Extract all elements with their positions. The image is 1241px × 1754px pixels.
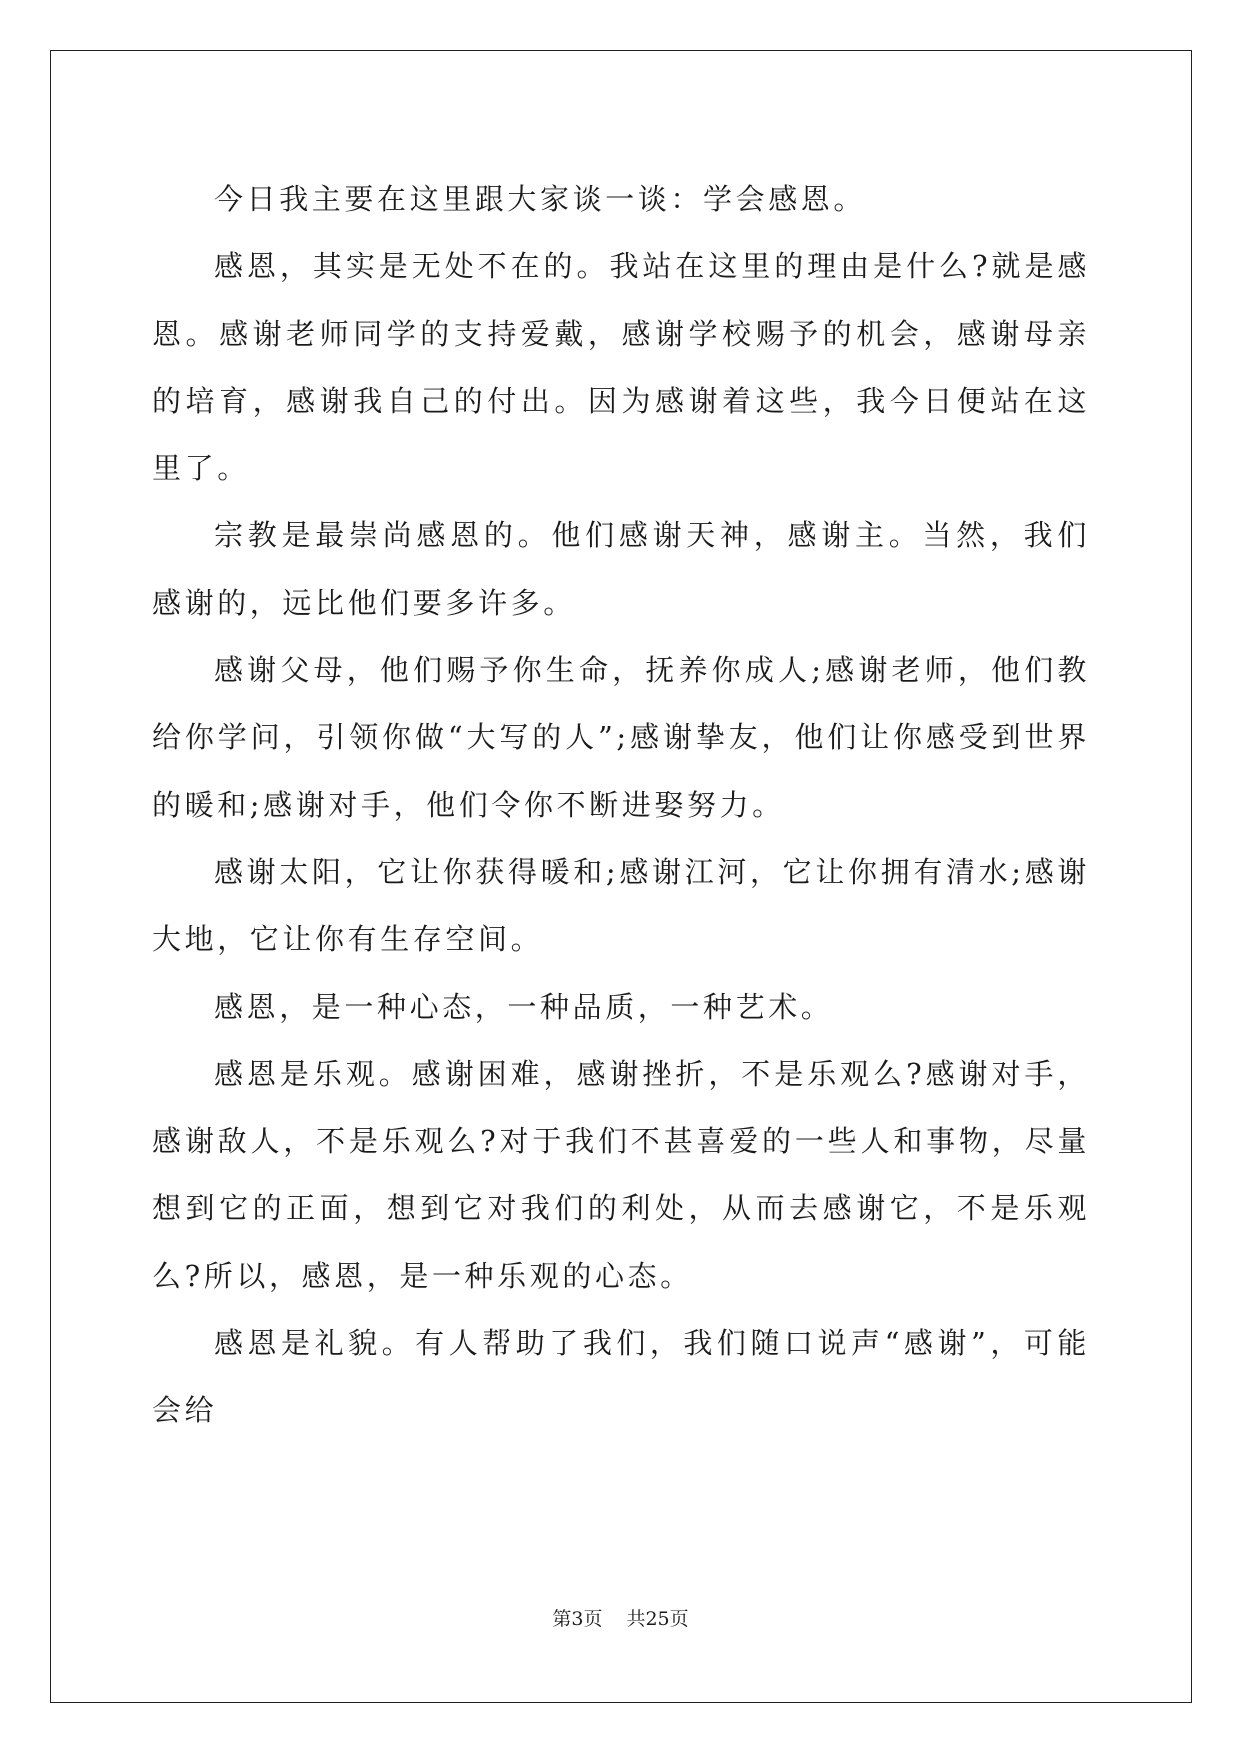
document-body — [152, 166, 1090, 1445]
current-page-label: 第3页 — [552, 1608, 603, 1630]
paragraph: 感恩是乐观。感谢困难，感谢挫折，不是乐观么?感谢对手，感谢敌人，不是乐观么?对于我们不甚喜爱的一些人和事物，尽量想到它的正面，想到它对我们的利处，从而去感谢它，不是乐观么?所以，感恩，是一种乐观的心态。 — [152, 1056, 1090, 1293]
paragraph: 感恩，是一种心态，一种品质，一种艺术。 — [214, 989, 834, 1024]
paragraph: 今日我主要在这里跟大家谈一谈：学会感恩。 — [214, 182, 867, 216]
paragraph: 感恩，其实是无处不在的。我站在这里的理由是什么?就是感恩。感谢老师同学的支持爱戴，感谢学校赐予的机会，感谢母亲的培育，感谢我自己的付出。因为感谢着这些，我今日便站在这里了。 — [152, 249, 1090, 486]
paragraph: 感谢太阳，它让你获得暖和;感谢江河，它让你拥有清水;感谢大地，它让你有生存空间。 — [152, 854, 1090, 957]
paragraph: 感恩是礼貌。有人帮助了我们，我们随口说声“感谢”，可能会给 — [152, 1326, 1090, 1428]
paragraph: 感谢父母，他们赐予你生命，抚养你成人;感谢老师，他们教给你学问，引领你做“大写的人”;感谢挚友，他们让你感受到世界的暖和;感谢对手，他们令你不断进娶努力。 — [152, 653, 1090, 822]
paragraph: 宗教是最崇尚感恩的。他们感谢天神，感谢主。当然，我们感谢的，远比他们要多许多。 — [152, 518, 1090, 620]
total-pages-label: 共25页 — [626, 1608, 689, 1630]
page-footer — [0, 1604, 1241, 1631]
